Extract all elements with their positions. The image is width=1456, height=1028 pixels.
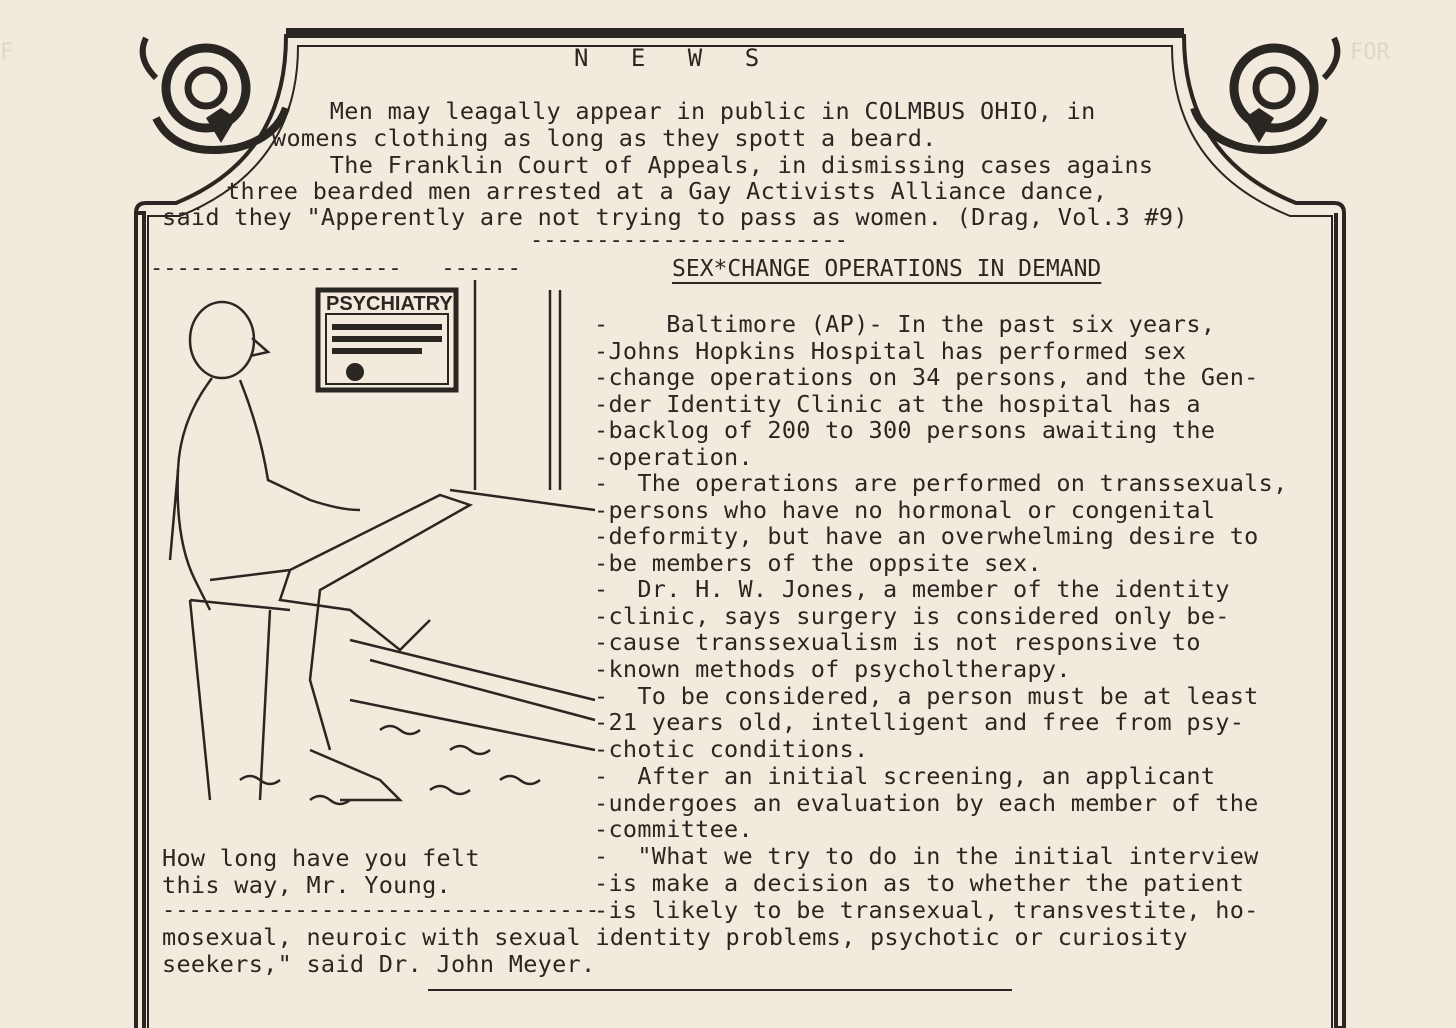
- article-line: -Johns Hopkins Hospital has performed sex: [594, 337, 1187, 365]
- news-line-2: womens clothing as long as they spott a beard.: [272, 124, 937, 152]
- article-line: - To be considered, a person must be at least: [594, 682, 1259, 710]
- background-bleed-right: FOR: [1350, 40, 1390, 65]
- article-line: -is likely to be transexual, transvestite, ho-: [594, 896, 1259, 924]
- article-full-line-2: seekers," said Dr. John Meyer.: [162, 950, 596, 978]
- article-line: - "What we try to do in the initial interview: [594, 842, 1259, 870]
- article-line: -backlog of 200 to 300 persons awaiting the: [594, 416, 1216, 444]
- news-header: N E W S: [574, 44, 774, 72]
- article-line: -deformity, but have an overwhelming desire to: [594, 522, 1259, 550]
- cartoon-illustration: [150, 280, 595, 820]
- article-line: -change operations on 34 persons, and the Gen-: [594, 363, 1259, 391]
- article-line: -be members of the oppsite sex.: [594, 549, 1042, 577]
- psychiatrist-drawing: [150, 280, 595, 820]
- article-full-line-1: mosexual, neuroic with sexual identity problems, psychotic or curiosity: [162, 923, 1188, 951]
- article-line: -der Identity Clinic at the hospital has a: [594, 390, 1201, 418]
- caption-underline-dashes: ---------------------------------: [162, 898, 600, 923]
- news-line-4: three bearded men arrested at a Gay Activists Alliance dance,: [226, 177, 1108, 205]
- news-line-1: Men may leagally appear in public in COLMBUS OHIO, in: [272, 97, 1096, 125]
- cartoon-caption-2: this way, Mr. Young.: [162, 871, 451, 899]
- article-line: -undergoes an evaluation by each member of the: [594, 789, 1259, 817]
- right-scroll-ornament: [1194, 38, 1337, 150]
- article-headline: SEX*CHANGE OPERATIONS IN DEMAND: [672, 256, 1102, 282]
- certificate-sign-text: PSYCHIATRY: [326, 293, 453, 315]
- article-line: -21 years old, intelligent and free from psy-: [594, 708, 1245, 736]
- article-line: -known methods of psycholtherapy.: [594, 655, 1071, 683]
- article-line: -clinic, says surgery is considered only be-: [594, 602, 1230, 630]
- article-line: - Baltimore (AP)- In the past six years,: [594, 310, 1216, 338]
- news-line-5: said they "Apperently are not trying to pass as women. (Drag, Vol.3 #9): [162, 203, 1188, 231]
- article-line: - After an initial screening, an applicant: [594, 762, 1216, 790]
- article-line: -persons who have no hormonal or congenital: [594, 496, 1216, 524]
- bottom-rule: [428, 989, 1012, 991]
- article-line: - Dr. H. W. Jones, a member of the identity: [594, 575, 1230, 603]
- article-line: -operation.: [594, 443, 753, 471]
- article-line: -is make a decision as to whether the patient: [594, 869, 1245, 897]
- article-line: - The operations are performed on transsexuals,: [594, 469, 1288, 497]
- news-line-3: The Franklin Court of Appeals, in dismissing cases agains: [272, 151, 1154, 179]
- background-bleed-left: F: [0, 40, 14, 65]
- article-line: -chotic conditions.: [594, 735, 869, 763]
- left-scroll-ornament: [143, 38, 286, 150]
- article-line: -cause transsexualism is not responsive to: [594, 628, 1201, 656]
- article-line: -committee.: [594, 815, 753, 843]
- cartoon-caption-1: How long have you felt: [162, 844, 480, 872]
- separator-dashes: ------------------------: [530, 228, 848, 253]
- left-column-top-dashes: ------------------- ------: [150, 256, 521, 281]
